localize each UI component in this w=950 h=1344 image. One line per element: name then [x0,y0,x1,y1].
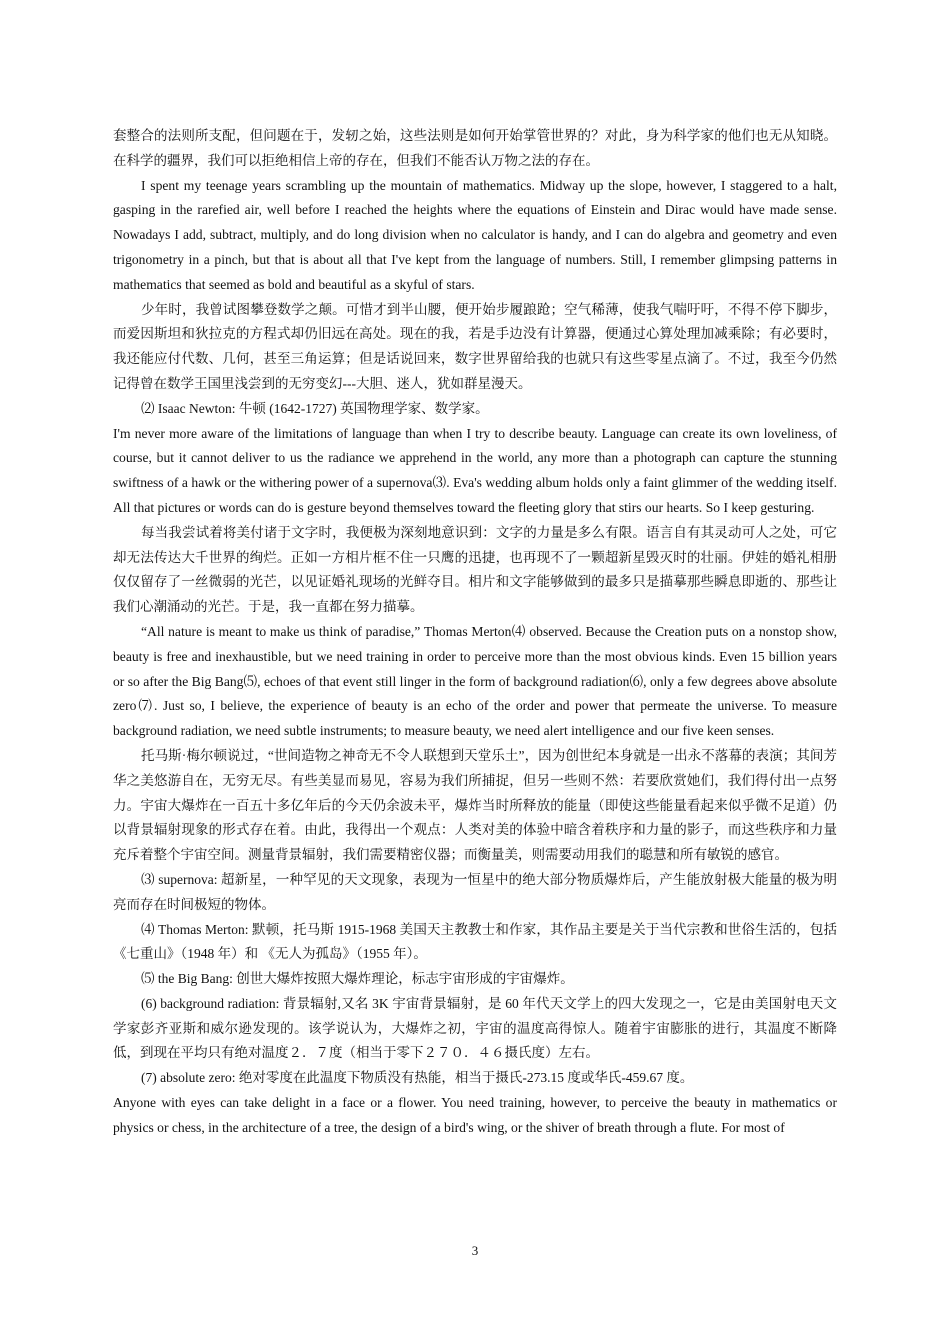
en-paragraph-training: Anyone with eyes can take delight in a face or a flower. You need training, however, to perceive the beauty in mathematics or physics or chess, in the architecture of a tree, the design of a bird's wing, or the shiver of breath through a flute. For most of [113,1095,837,1135]
zh-paragraph-nature: 托马斯·梅尔顿说过，“世间造物之神奇无不令人联想到天堂乐土”，因为创世纪本身就是一出永不落幕的表演；其间芳华之美悠游自在，无穷无尽。有些美显而易见，容易为我们所捕捉，但另一些则不然：若要欣赏她们，我们得付出一点努力。宇宙大爆炸在一百五十多亿年后的今天仍余波未平，爆炸当时所释放的能量（即使这些能量看起来似乎微不足道）仍以背景辐射现象的形式存在着。由此，我得出一个观点：人类对美的体验中暗含着秩序和力量的影子，而这些秩序和力量充斥着整个宇宙空间。测量背景辐射，我们需要精密仪器；而衡量美，则需要动用我们的聪慧和所有敏锐的感官。 [113,747,837,863]
en-paragraph-mathematics: I spent my teenage years scrambling up the mountain of mathematics. Midway up the slope, however, I staggered to a halt, gasping in the rarefied air, well before I reached the heights where the equations of Einstein and Dirac would have made sense. Nowadays I add, subtract, multiply, and do long division when no calculator is handy, and I can do algebra and geometry and even trigonometry in a pinch, but that is about all that I've kept from the language of numbers. Still, I remember glimpsing patterns in mathematics that seemed as bold and beautiful as a skyful of stars. [113,177,837,292]
footnote-supernova: ⑶ supernova: 超新星，一种罕见的天文现象，表现为一恒星中的绝大部分物质爆炸后，产生能放射极大能量的极为明亮而存在时间极短的物体。 [113,871,837,912]
zh-paragraph-mathematics: 少年时，我曾试图攀登数学之颠。可惜才到半山腰，便开始步履踉跄；空气稀薄，使我气喘吁吁，不得不停下脚步，而爱因斯坦和狄拉克的方程式却仍旧远在高处。现在的我，若是手边没有计算器，便通过心算处理加减乘除；有必要时，我还能应付代数、几何，甚至三角运算；但是话说回来，数字世界留给我的也就只有这些零星点滴了。不过，我至今仍然记得曾在数学王国里浅尝到的无穷变幻---大胆、迷人，犹如群星漫天。 [113,301,837,391]
en-paragraph-nature: “All nature is meant to make us think of paradise,” Thomas Merton⑷ observed. Because the Creation puts on a nonstop show, beauty is free and inexhaustible, but we need training in order to perceive more than the most obvious kinds. Even 15 billion years or so after the Big Bang⑸, echoes of that event still linger in the form of background radiation⑹, only a few degrees above absolute zero⑺. Just so, I believe, the experience of beauty is an echo of the order and power that permeate the universe. To measure background radiation, we need subtle instruments; to measure beauty, we need alert intelligence and our five keen senses. [113,623,837,739]
zh-paragraph-language: 每当我尝试着将美付诸于文字时，我便极为深刻地意识到：文字的力量是多么有限。语言自有其灵动可人之处，可它却无法传达大千世界的绚烂。正如一方相片框不住一只鹰的迅捷，也再现不了一颗超新星毁灭时的壮丽。伊娃的婚礼相册仅仅留存了一丝微弱的光芒，以见证婚礼现场的光鲜夺目。相片和文字能够做到的最多只是描摹那些瞬息即逝的、那些让我们心潮涌动的光芒。于是，我一直都在努力描摹。 [113,524,837,615]
document-body [113,124,837,1141]
footnote-thomas-merton: ⑷ Thomas Merton: 默顿，托马斯 1915-1968 美国天主教教士和作家，其作品主要是关于当代宗教和世俗生活的，包括 《七重山》（1948 年）和 《无人为孤岛》（1955 年）。 [113,921,837,962]
footnote-absolute-zero: (7) absolute zero: 绝对零度在此温度下物质没有热能，相当于摄氏-273.15 度或华氏-459.67 度。 [141,1070,694,1086]
page-number: 3 [471,1243,479,1258]
en-paragraph-language: I'm never more aware of the limitations of language than when I try to describe beauty. Language can create its own loveliness, of course, but it cannot deliver to us the radiance we apprehend in the world, any more than a photograph can capture the stunning swiftness of a hawk or the withering power of a supernova⑶. Eva's wedding album holds only a faint glimmer of the wedding itself. All that pictures or words can do is gesture beyond themselves toward the fleeting glory that stirs our hearts. So I keep gesturing. [113,425,837,515]
zh-paragraph-1: 套整合的法则所支配，但问题在于，发轫之始，这些法则是如何开始掌管世界的？对此，身为科学家的他们也无从知晓。在科学的疆界，我们可以拒绝相信上帝的存在，但我们不能否认万物之法的存在。 [113,128,837,168]
footnote-big-bang: ⑸ the Big Bang: 创世大爆炸按照大爆炸理论，标志宇宙形成的宇宙爆炸。 [141,971,574,987]
footnote-isaac-newton: ⑵ Isaac Newton: 牛顿 (1642-1727) 英国物理学家、数学家。 [141,400,489,416]
footnote-background-radiation: (6) background radiation: 背景辐射,又名 3K 宇宙背景辐射，是 60 年代天文学上的四大发现之一，它是由美国射电天文学家彭齐亚斯和威尔逊发现的。该学说认为，大爆炸之初，宇宙的温度高得惊人。随着宇宙膨胀的进行，其温度不断降低，到现在平均只有绝对温度２．７度（相当于零下２７０．４６摄氏度）左右。 [113,995,837,1061]
